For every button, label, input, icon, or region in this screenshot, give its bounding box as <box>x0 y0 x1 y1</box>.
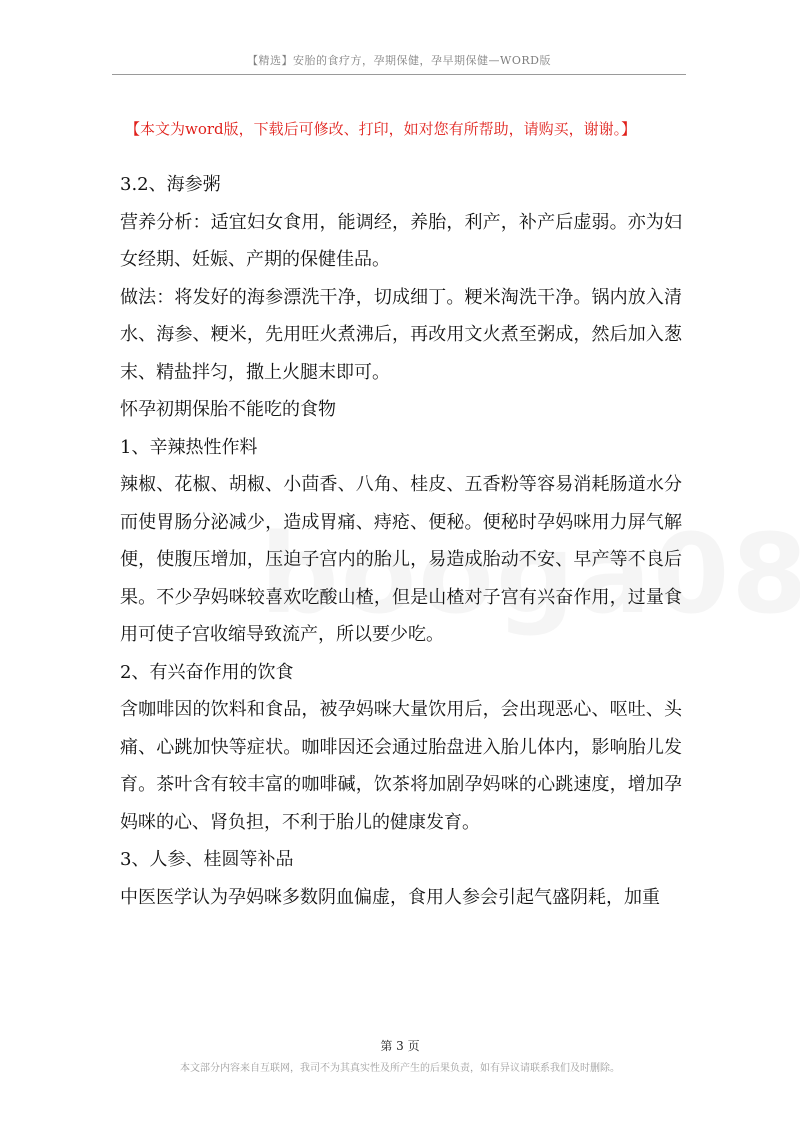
paragraph-method: 做法：将发好的海参漂洗干净，切成细丁。粳米淘洗干净。锅内放入清水、海参、粳米，先用旺火煮沸后，再改用文火煮至粥成，然后加入葱末、精盐拌匀，撒上火腿末即可。 <box>120 286 682 383</box>
paragraph-stimulating-drinks: 含咖啡因的饮料和食品，被孕妈咪大量饮用后，会出现恶心、呕吐、头痛、心跳加快等症状。咖啡因还会通过胎盘进入胎儿体内，影响胎儿发育。茶叶含有较丰富的咖啡碱，饮茶将加剧孕妈咪的心跳速度，增加孕妈咪的心、肾负担，不利于胎儿的健康发育。 <box>120 699 682 833</box>
document-body <box>120 166 682 916</box>
subheading-spicy-seasonings: 1、辛辣热性作料 <box>120 436 258 458</box>
footer-disclaimer: 本文部分内容来自互联网，我司不为其真实性及所产生的后果负责，如有异议请联系我们及时删除。 <box>180 1063 620 1074</box>
paragraph-spicy-seasonings: 辣椒、花椒、胡椒、小茴香、八角、桂皮、五香粉等容易消耗肠道水分而使胃肠分泌减少，造成胃痛、痔疮、便秘。便秘时孕妈咪用力屏气解便，使腹压增加，压迫子宫内的胎儿，易造成胎动不安、早产等不良后果。不少孕妈咪较喜欢吃酸山楂，但是山楂对子宫有兴奋作用，过量食用可使子宫收缩导致流产，所以要少吃。 <box>120 474 682 645</box>
section-heading-foods-to-avoid: 怀孕初期保胎不能吃的食物 <box>120 399 336 420</box>
subheading-tonics: 3、人参、桂圆等补品 <box>120 849 294 870</box>
page-number: 第 3 页 <box>380 1039 420 1053</box>
purchase-notice: 【本文为word版，下载后可修改、打印，如对您有所帮助，请购买，谢谢。】 <box>125 120 637 138</box>
paragraph-nutrition-analysis: 营养分析：适宜妇女食用，能调经，养胎，利产，补产后虚弱。亦为妇女经期、妊娠、产期的保健佳品。 <box>120 211 682 270</box>
header-divider <box>112 74 686 75</box>
subheading-stimulating-drinks: 2、有兴奋作用的饮食 <box>120 661 294 683</box>
section-heading-haishen-porridge: 3.2、海参粥 <box>120 174 221 195</box>
page-header-title: 【精选】安胎的食疗方，孕期保健，孕早期保健—WORD版 <box>247 54 551 67</box>
paragraph-tonics: 中医医学认为孕妈咪多数阴血偏虚，食用人参会引起气盛阴耗，加重 <box>120 886 660 908</box>
